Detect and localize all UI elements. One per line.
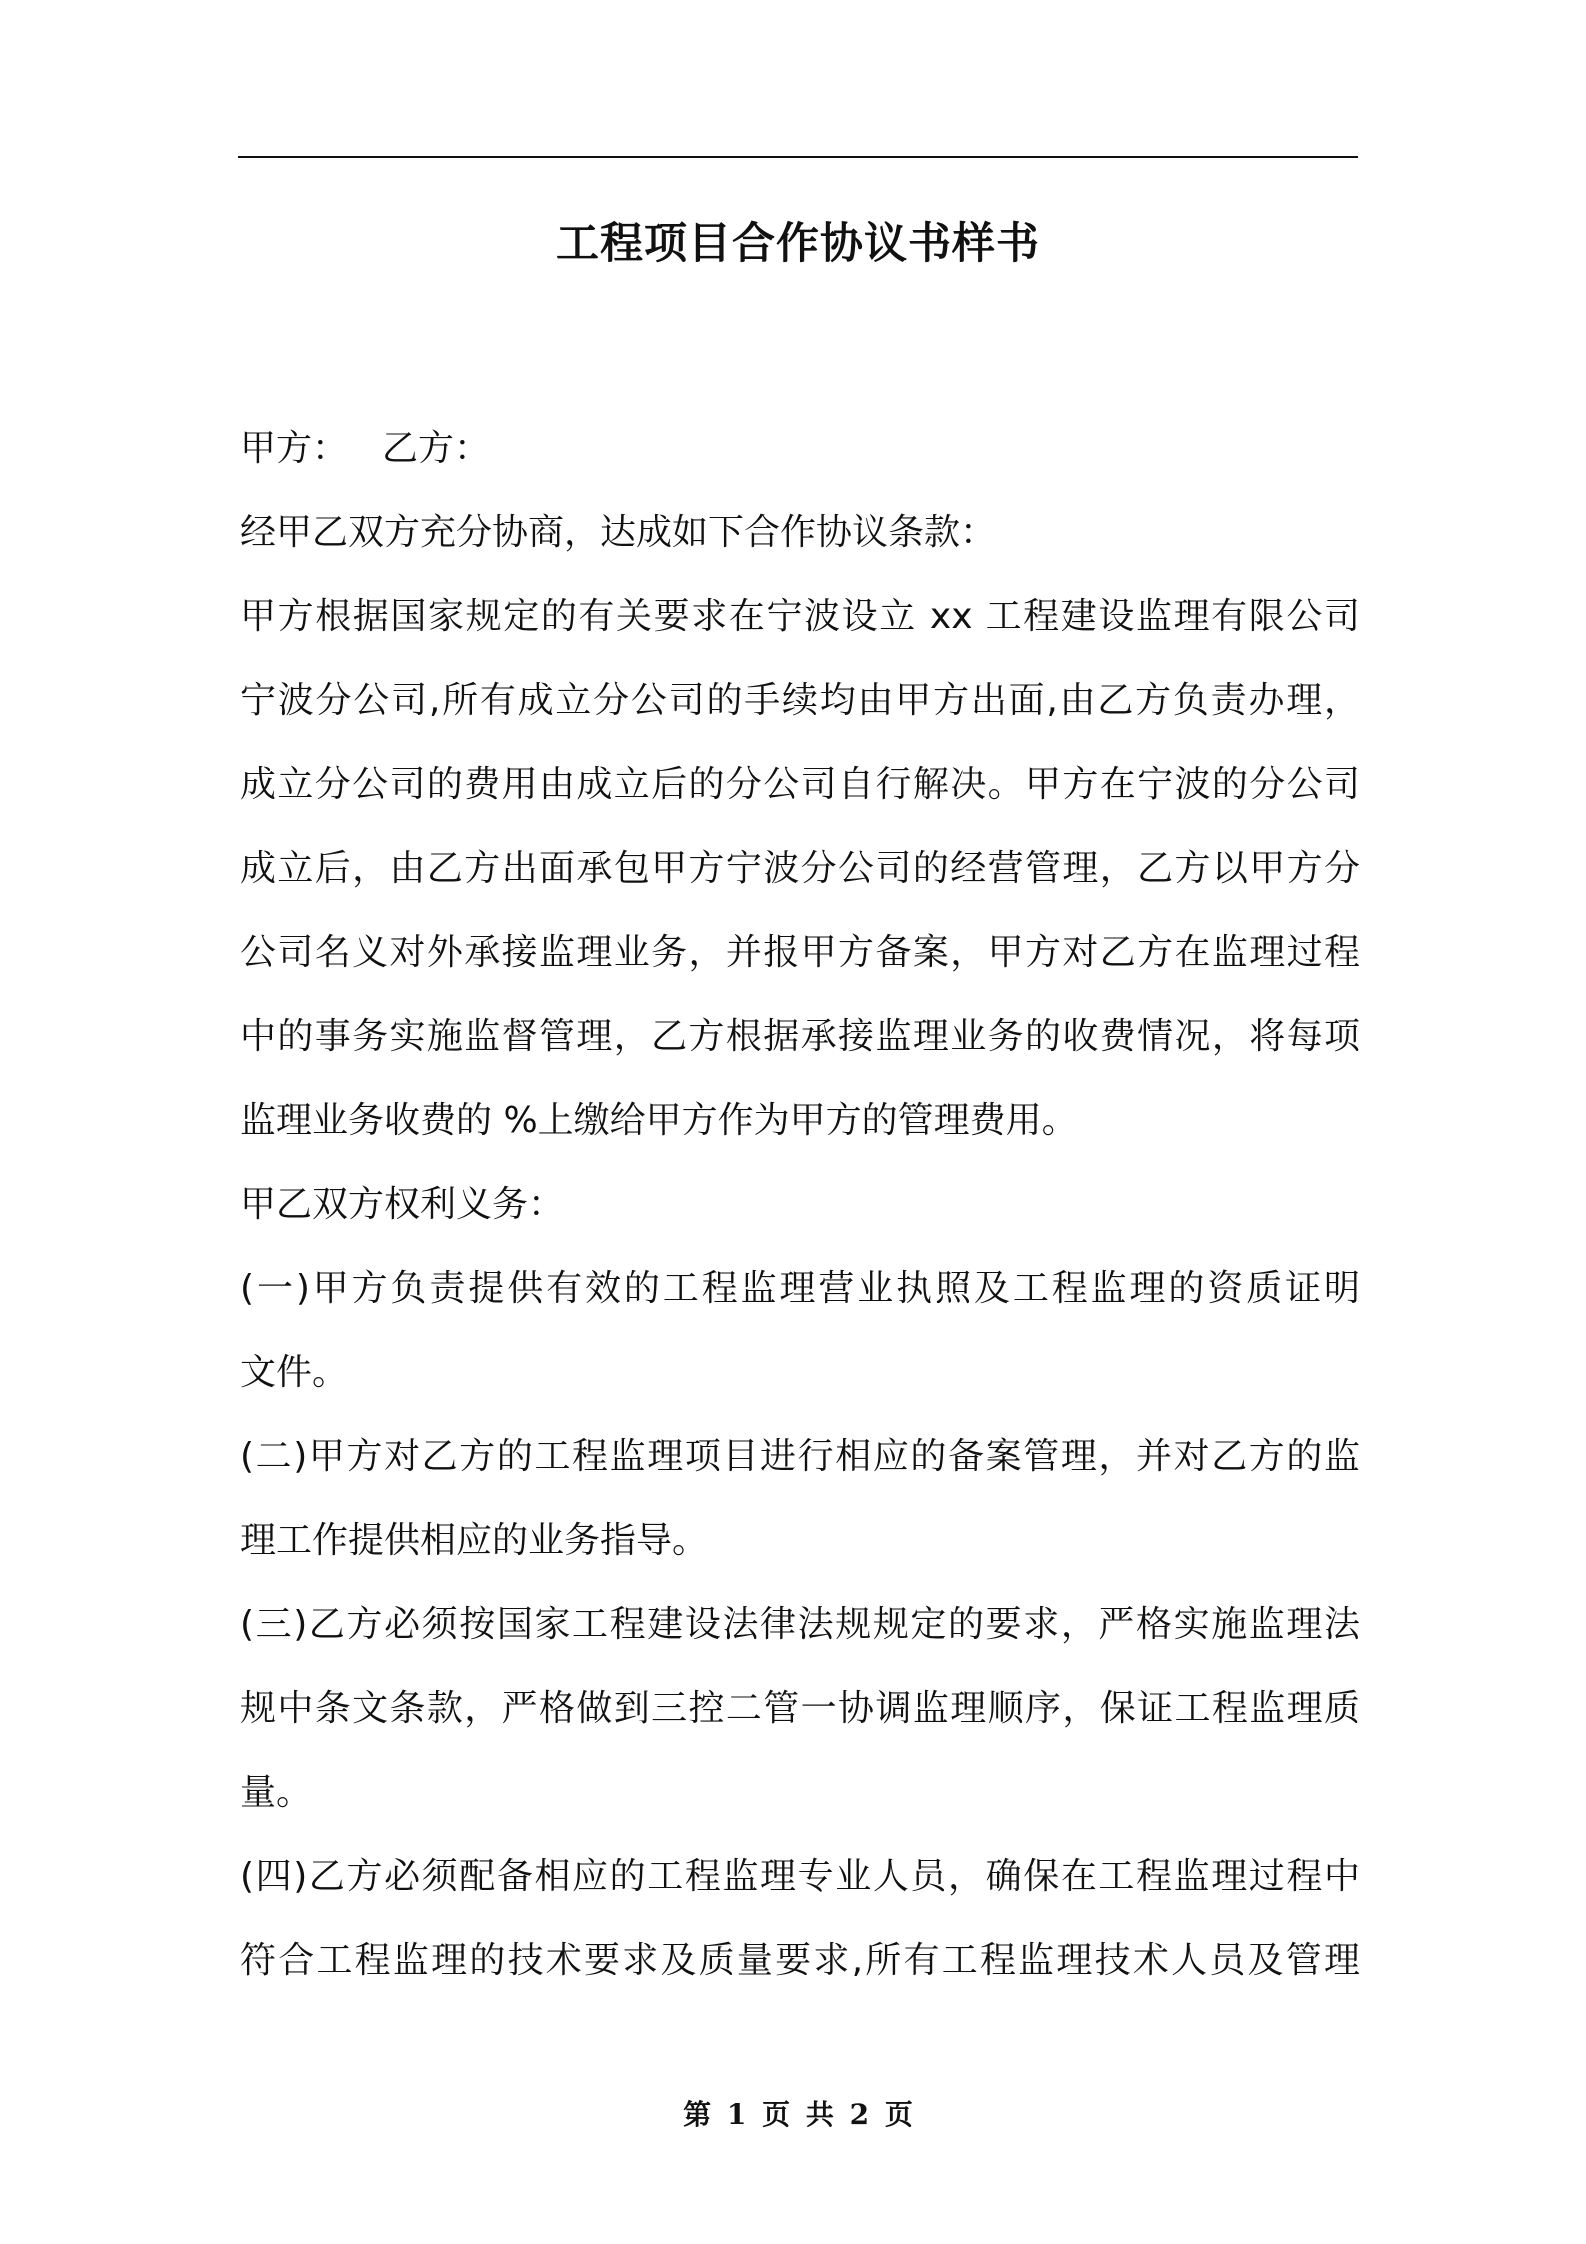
document-title: 工程项目合作协议书样书 <box>556 219 1040 269</box>
document-body <box>240 407 1360 2003</box>
paragraph-line: 经甲乙双方充分协商，达成如下合作协议条款： <box>240 512 997 553</box>
paragraph-line: 成立分公司的费用由成立后的分公司自行解决。甲方在宁波的分公司 <box>240 764 1360 805</box>
clause-line: 规中条文条款，严格做到三控二管一协调监理顺序，保证工程监理质 <box>240 1688 1360 1729</box>
party-b-label: 乙方： <box>382 428 491 469</box>
clause-line: 量。 <box>240 1772 313 1813</box>
paragraph-line: 宁波分公司,所有成立分公司的手续均由甲方出面,由乙方负责办理， <box>240 680 1360 721</box>
party-a-label: 甲方： <box>240 428 349 469</box>
paragraph-line: 中的事务实施监督管理，乙方根据承接监理业务的收费情况，将每项 <box>240 1016 1360 1057</box>
paragraph-line: 公司名义对外承接监理业务，并报甲方备案，甲方对乙方在监理过程 <box>240 932 1360 973</box>
clause-line: (四)乙方必须配备相应的工程监理专业人员，确保在工程监理过程中 <box>240 1856 1360 1897</box>
clause-line: (二)甲方对乙方的工程监理项目进行相应的备案管理，并对乙方的监 <box>240 1436 1360 1477</box>
header-rule <box>238 156 1358 158</box>
section-heading: 甲乙双方权利义务： <box>240 1184 565 1225</box>
paragraph-line: 监理业务收费的 %上缴给甲方作为甲方的管理费用。 <box>240 1100 1078 1141</box>
clause-line: 理工作提供相应的业务指导。 <box>240 1520 709 1561</box>
page-number: 第 1 页 共 2 页 <box>683 2098 913 2131</box>
clause-line: (三)乙方必须按国家工程建设法律法规规定的要求，严格实施监理法 <box>240 1604 1360 1645</box>
paragraph-line: 甲方根据国家规定的有关要求在宁波设立 xx 工程建设监理有限公司 <box>240 596 1360 637</box>
clause-line: 符合工程监理的技术要求及质量要求,所有工程监理技术人员及管理 <box>240 1940 1360 1981</box>
clause-line: (一)甲方负责提供有效的工程监理营业执照及工程监理的资质证明 <box>240 1268 1360 1309</box>
clause-line: 文件。 <box>240 1352 349 1393</box>
parties-line <box>240 407 1360 491</box>
paragraph-line: 成立后，由乙方出面承包甲方宁波分公司的经营管理，乙方以甲方分 <box>240 848 1360 889</box>
